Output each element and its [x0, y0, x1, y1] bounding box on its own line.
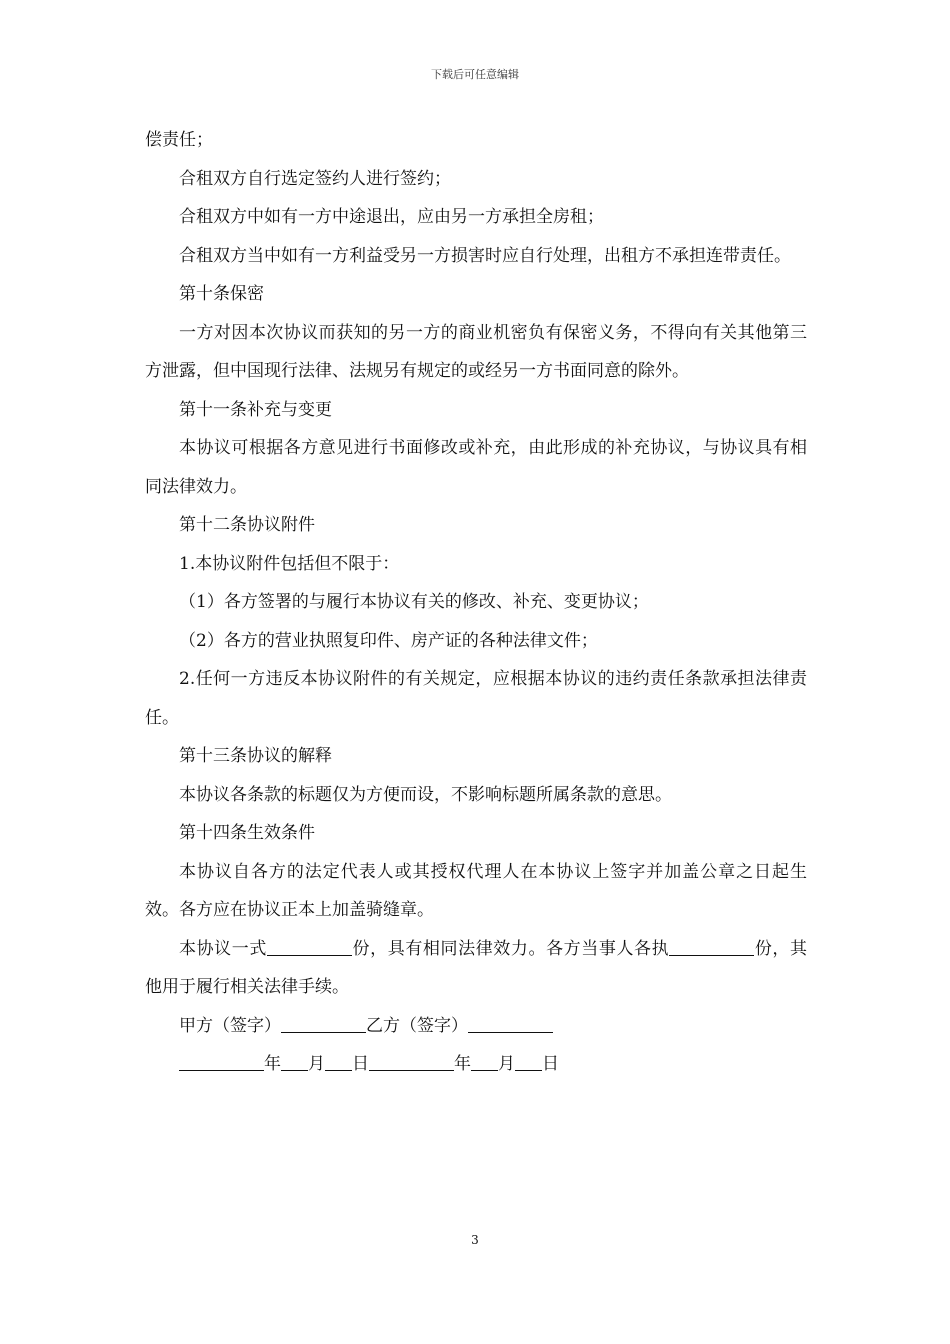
section-heading: 第十条保密: [179, 284, 264, 304]
party-b-signature-blank[interactable]: [468, 1015, 553, 1033]
paragraph: 合租双方自行选定签约人进行签约；: [179, 168, 451, 189]
list-item: （2）各方的营业执照复印件、房产证的各种法律文件；: [179, 630, 598, 651]
section-heading: 第十四条生效条件: [179, 823, 315, 843]
paragraph: 一方对因本次协议而获知的另一方的商业机密负有保密义务，不得向有关其他第三方泄露，但中国现行法律、法规另有规定的或经另一方书面同意的除外。: [145, 322, 807, 381]
day-label: 日: [352, 1054, 369, 1074]
section-heading: 第十一条补充与变更: [179, 399, 332, 420]
list-item: 2.任何一方违反本协议附件的有关规定，应根据本协议的违约责任条款承担法律责任。: [145, 669, 807, 728]
paragraph: 偿责任；: [145, 130, 213, 150]
party-a-day-blank[interactable]: [325, 1053, 352, 1071]
month-label: 月: [498, 1054, 515, 1074]
section-heading: 第十三条协议的解释: [179, 746, 332, 766]
list-item: （1）各方签署的与履行本协议有关的修改、补充、变更协议；: [179, 592, 649, 612]
party-b-day-blank[interactable]: [515, 1053, 542, 1071]
party-b-year-blank[interactable]: [369, 1053, 454, 1071]
party-b-label: 乙方（签字）: [366, 1015, 468, 1036]
copies-clause: [145, 930, 807, 1007]
day-label: 日: [542, 1054, 559, 1074]
paragraph: 本协议自各方的法定代表人或其授权代理人在本协议上签字并加盖公章之日起生效。各方应在协议正本上加盖骑缝章。: [145, 861, 807, 920]
list-item: 1.本协议附件包括但不限于：: [179, 553, 400, 574]
party-b-month-blank[interactable]: [471, 1053, 498, 1071]
party-a-year-blank[interactable]: [179, 1053, 264, 1071]
copies-prefix: 本协议一式: [179, 938, 267, 959]
date-line: [145, 1045, 807, 1084]
copies-each-blank[interactable]: [669, 938, 754, 956]
party-a-month-blank[interactable]: [281, 1053, 308, 1071]
paragraph: 合租双方当中如有一方利益受另一方损害时应自行处理，出租方不承担连带责任。: [179, 245, 791, 266]
paragraph: 本协议可根据各方意见进行书面修改或补充，由此形成的补充协议，与协议具有相同法律效力。: [145, 438, 807, 497]
copies-middle: 份，具有相同法律效力。各方当事人各执: [351, 938, 670, 959]
copies-total-blank[interactable]: [267, 938, 352, 956]
paragraph: 合租双方中如有一方中途退出，应由另一方承担全房租；: [179, 207, 604, 227]
page-number: 3: [471, 1233, 479, 1247]
month-label: 月: [308, 1054, 325, 1074]
year-label: 年: [264, 1054, 281, 1074]
signature-line: [145, 1007, 807, 1046]
paragraph: 本协议各条款的标题仅为方便而设，不影响标题所属条款的意思。: [179, 784, 672, 805]
party-a-label: 甲方（签字）: [179, 1015, 281, 1036]
page-header: 下载后可任意编辑: [431, 68, 519, 81]
year-label: 年: [454, 1054, 471, 1074]
document-body: [145, 121, 807, 1084]
party-a-signature-blank[interactable]: [281, 1015, 366, 1033]
section-heading: 第十二条协议附件: [179, 515, 315, 535]
copies-suffix: 份，其他用于履行相关法律手续。: [145, 938, 808, 997]
